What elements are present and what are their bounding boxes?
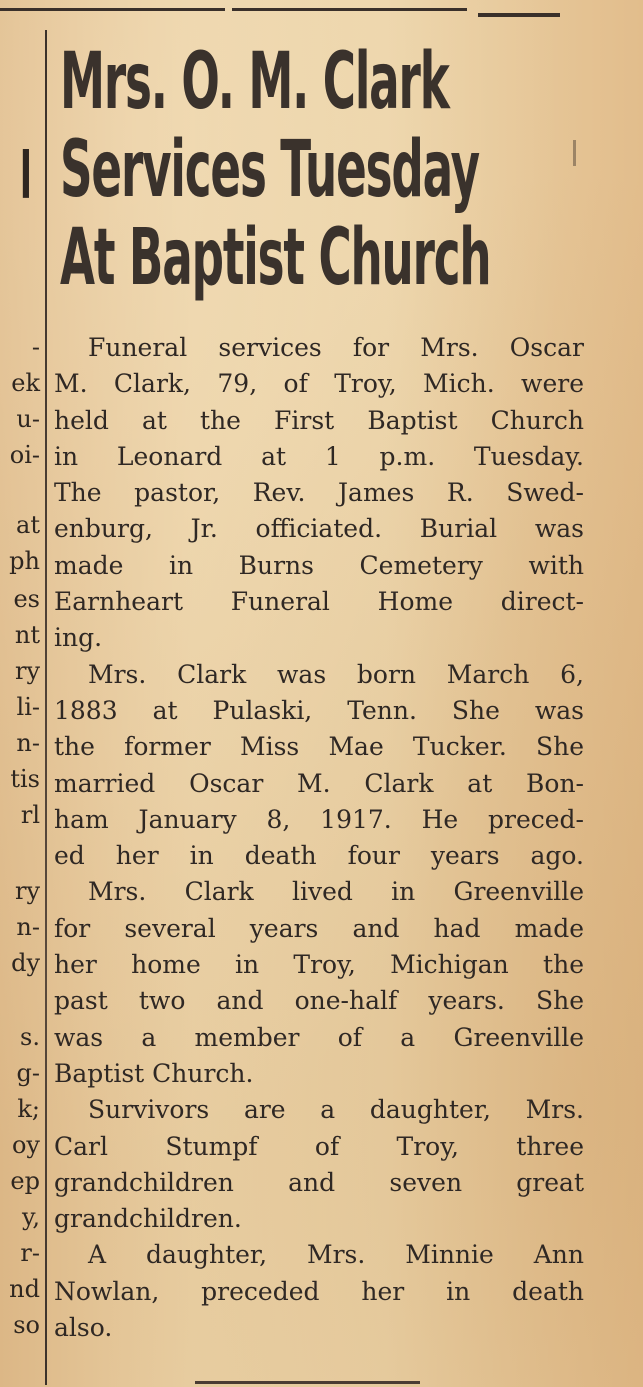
article-line bbox=[54, 620, 594, 656]
article-line-text: enburg, Jr. officiated. Burial was bbox=[54, 514, 584, 544]
article-line bbox=[54, 1020, 594, 1056]
article-line bbox=[54, 729, 594, 765]
article-line bbox=[54, 1237, 594, 1273]
fragment: ph bbox=[9, 547, 40, 575]
fragment: oy bbox=[11, 1131, 40, 1159]
fragment: n- bbox=[16, 913, 40, 941]
article-line-text: Funeral services for Mrs. Oscar bbox=[88, 333, 584, 362]
article-line bbox=[54, 330, 594, 366]
article-line bbox=[54, 838, 594, 874]
headline-line: Services Tuesday bbox=[60, 125, 479, 215]
article-line bbox=[54, 766, 594, 802]
article-line bbox=[54, 548, 594, 584]
article-body bbox=[54, 330, 594, 1346]
article-line-text: ham January 8, 1917. He preced- bbox=[54, 804, 584, 834]
fragment: ep bbox=[10, 1167, 40, 1195]
article-line-text: was a member of a Greenville bbox=[54, 1022, 584, 1052]
top-rule bbox=[232, 8, 467, 11]
article-line-text: Mrs. Clark was born March 6, bbox=[88, 659, 584, 689]
article-line bbox=[54, 1092, 594, 1128]
fragment: n- bbox=[16, 729, 40, 757]
article-line-text: Carl Stumpf of Troy, three bbox=[54, 1131, 584, 1161]
fragment: l bbox=[19, 140, 32, 214]
fragment: rl bbox=[20, 801, 40, 829]
article-line bbox=[54, 802, 594, 838]
fragment: y, bbox=[22, 1203, 40, 1231]
left-column-fragments bbox=[0, 0, 40, 1387]
article-line-text: past two and one-half years. She bbox=[54, 986, 584, 1016]
article-line bbox=[54, 1165, 594, 1201]
article-line bbox=[54, 693, 594, 729]
article-line-text: grandchildren. bbox=[54, 1204, 242, 1234]
article-line-text: also. bbox=[54, 1313, 113, 1343]
top-rule bbox=[478, 13, 560, 17]
article-line-text: A daughter, Mrs. Minnie Ann bbox=[88, 1240, 584, 1270]
article-line bbox=[54, 439, 594, 475]
article-line-text: Mrs. Clark lived in Greenville bbox=[88, 877, 584, 907]
fragment: dy bbox=[11, 949, 40, 977]
article-line-text: in Leonard at 1 p.m. Tuesday. bbox=[54, 441, 584, 471]
fragment: nt bbox=[14, 621, 40, 649]
fragment: so bbox=[13, 1311, 40, 1339]
article-line bbox=[54, 511, 594, 547]
article-line bbox=[54, 403, 594, 439]
article-line bbox=[54, 584, 594, 620]
article-line-text: ed her in death four years ago. bbox=[54, 841, 584, 871]
headline-line: Mrs. O. M. Clark bbox=[60, 37, 449, 127]
column-divider bbox=[45, 30, 47, 1385]
article-line bbox=[54, 657, 594, 693]
article-line bbox=[54, 1310, 594, 1346]
article-line bbox=[54, 475, 594, 511]
article-line-text: Nowlan, preceded her in death bbox=[54, 1276, 584, 1306]
fragment: tis bbox=[10, 765, 40, 793]
article-line-text: her home in Troy, Michigan the bbox=[54, 950, 584, 980]
article-line bbox=[54, 366, 594, 402]
article-line bbox=[54, 1056, 594, 1092]
fragment: es bbox=[13, 585, 40, 613]
article-line-text: ing. bbox=[54, 623, 103, 653]
article-line-text: grandchildren and seven great bbox=[54, 1167, 584, 1197]
fragment: - bbox=[31, 333, 40, 361]
fragment: nd bbox=[9, 1275, 40, 1303]
article-line-text: held at the First Baptist Church bbox=[54, 405, 584, 435]
article-line-text: Baptist Church. bbox=[54, 1058, 254, 1088]
fragment: k; bbox=[17, 1095, 40, 1123]
fragment: ek bbox=[11, 369, 40, 397]
article-line bbox=[54, 947, 594, 983]
fragment: oi- bbox=[9, 441, 40, 469]
fragment: r- bbox=[20, 1239, 40, 1267]
fragment: ry bbox=[14, 877, 40, 905]
fragment: ry bbox=[14, 657, 40, 685]
article-line bbox=[54, 874, 594, 910]
article-line-text: the former Miss Mae Tucker. She bbox=[54, 732, 584, 762]
article-line-text: Survivors are a daughter, Mrs. bbox=[88, 1095, 584, 1125]
article-line bbox=[54, 1129, 594, 1165]
article-line-text: 1883 at Pulaski, Tenn. She was bbox=[54, 695, 584, 725]
fragment: s. bbox=[20, 1023, 40, 1051]
fragment: li- bbox=[16, 693, 40, 721]
bottom-rule bbox=[195, 1381, 420, 1384]
fragment: at bbox=[16, 511, 40, 539]
article-line-text: married Oscar M. Clark at Bon- bbox=[54, 768, 584, 798]
article-line-text: The pastor, Rev. James R. Swed- bbox=[54, 478, 584, 508]
article-line-text: M. Clark, 79, of Troy, Mich. were bbox=[54, 369, 584, 399]
article-line-text: Earnheart Funeral Home direct- bbox=[54, 587, 584, 617]
fragment: u- bbox=[16, 405, 40, 433]
article-line bbox=[54, 1201, 594, 1237]
headline-line: At Baptist Church bbox=[60, 213, 491, 303]
headline bbox=[60, 38, 620, 302]
article-line-text: made in Burns Cemetery with bbox=[54, 550, 584, 580]
fragment: g- bbox=[16, 1059, 40, 1087]
article-line bbox=[54, 1274, 594, 1310]
article-line-text: for several years and had made bbox=[54, 913, 584, 943]
article-line bbox=[54, 911, 594, 947]
article-line bbox=[54, 983, 594, 1019]
